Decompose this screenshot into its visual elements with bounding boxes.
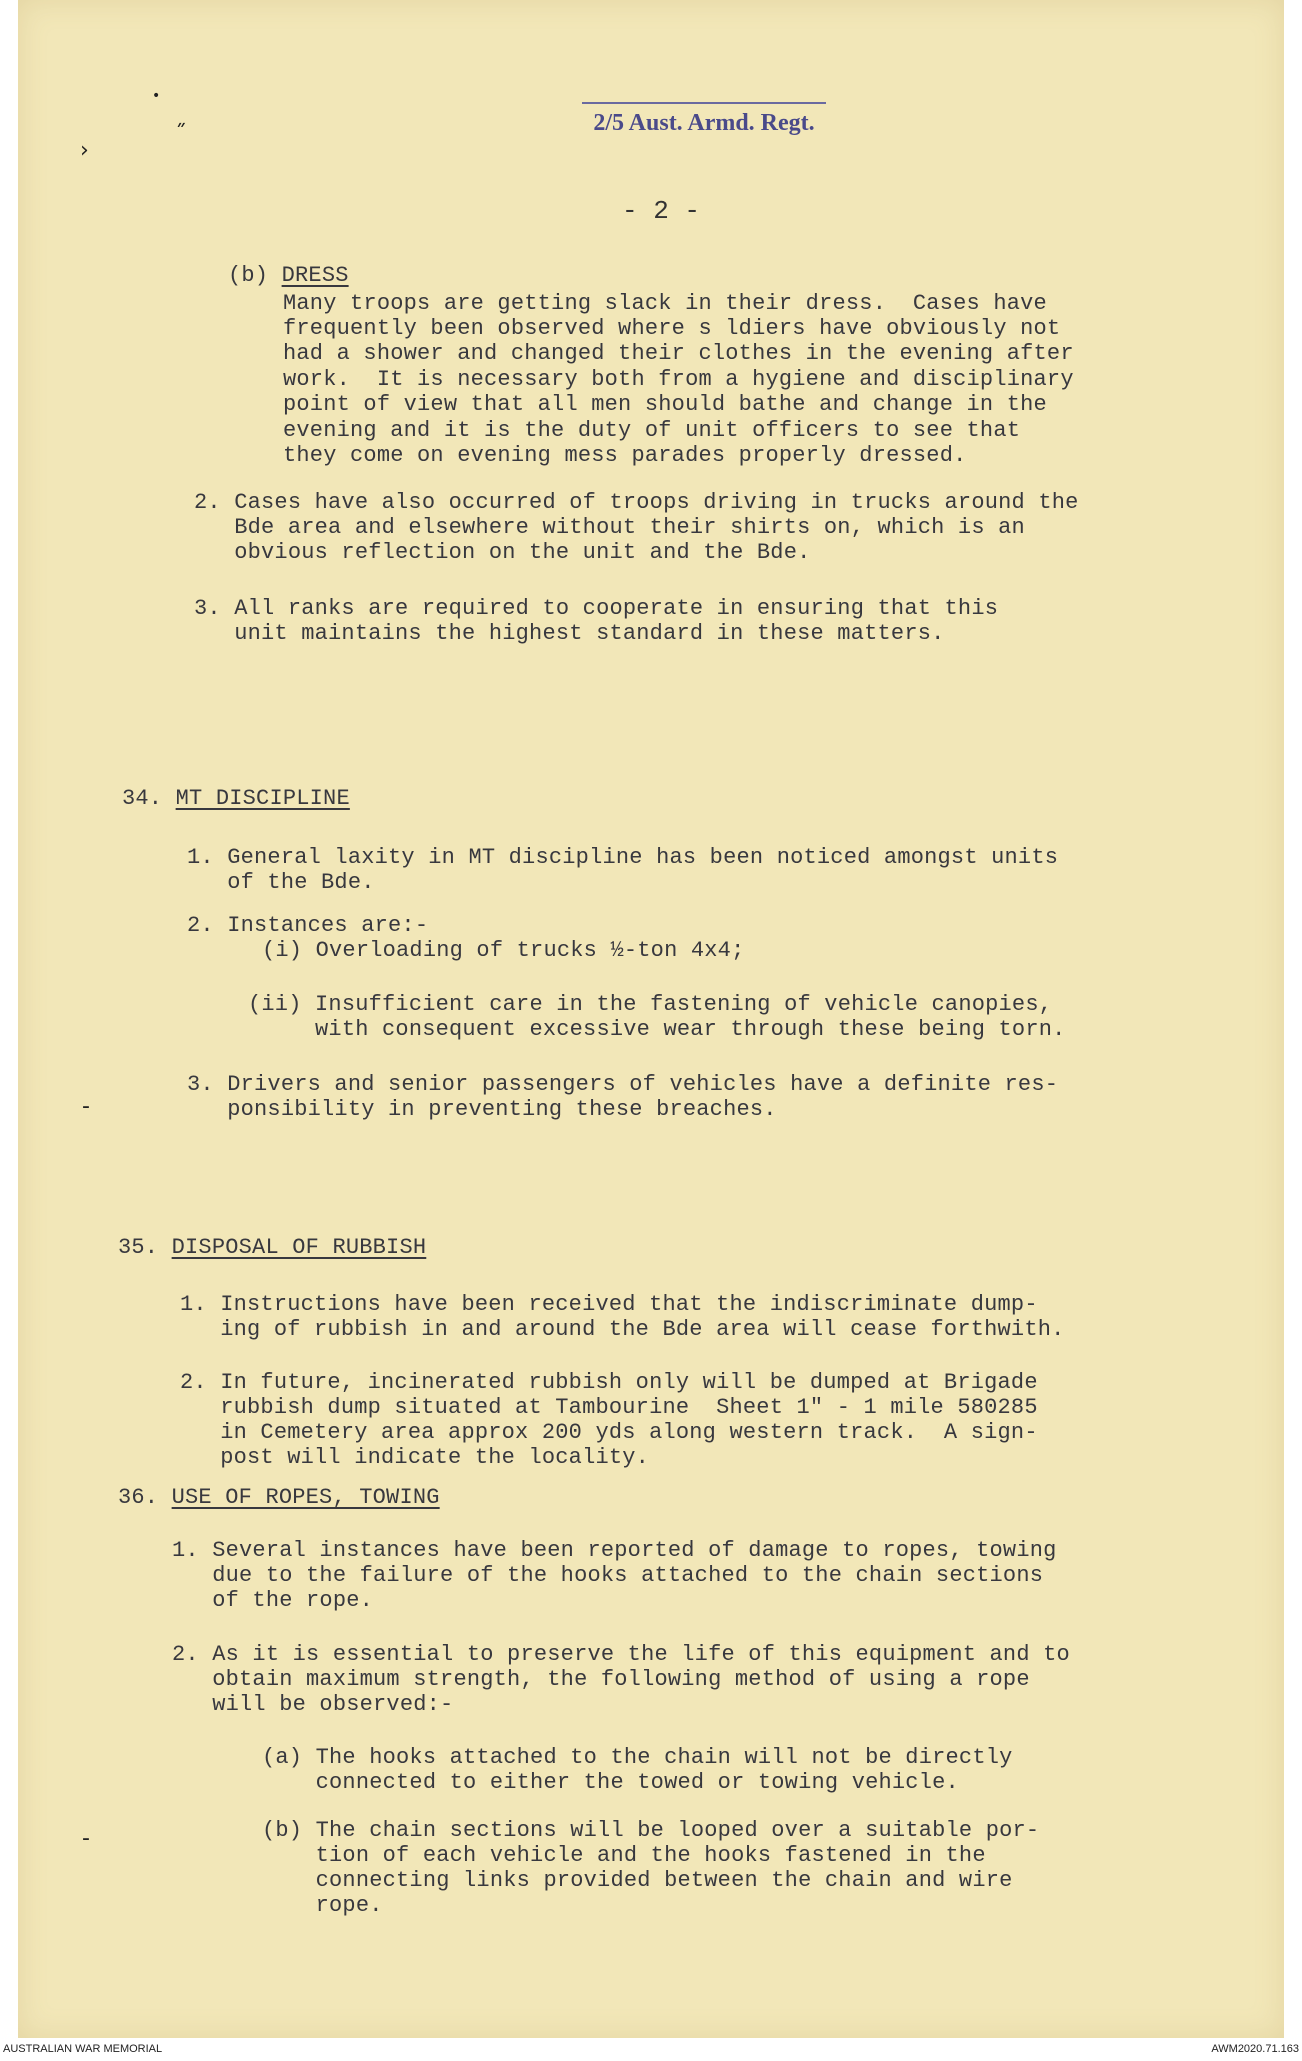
- dress-line-5: point of view that all men should bathe and change in the: [283, 392, 1047, 417]
- ropes-para-2-line-3: will be observed:-: [172, 1692, 454, 1717]
- ropes-para-2-line-1: 2. As it is essential to preserve the life of this equipment and to: [172, 1642, 1070, 1667]
- ink-mark: -: [82, 1094, 90, 1119]
- ropes-item-a-line-2: connected to either the towed or towing vehicle.: [262, 1770, 959, 1795]
- dress-line-7: they come on evening mess parades properly dressed.: [283, 443, 967, 468]
- ropes-item-b-line-3: connecting links provided between the chain and wire: [262, 1868, 1013, 1893]
- unit-stamp: 2/5 Aust. Armd. Regt.: [574, 110, 834, 137]
- mt-para-2: 2. Instances are:-: [187, 913, 429, 938]
- mt-para-3-line-1: 3. Drivers and senior passengers of vehicles have a definite res-: [187, 1072, 1059, 1097]
- rubbish-para-2-line-1: 2. In future, incinerated rubbish only will be dumped at Brigade: [180, 1370, 1038, 1395]
- dress-para-2-line-1: 2. Cases have also occurred of troops driving in trucks around the: [194, 490, 1079, 515]
- dress-line-2: frequently been observed where s ldiers have obviously not: [283, 316, 1061, 341]
- ropes-item-b-line-1: (b) The chain sections will be looped over a suitable por-: [262, 1818, 1040, 1843]
- dress-line-1: Many troops are getting slack in their dress. Cases have: [283, 291, 1047, 316]
- rubbish-para-1-line-2: ing of rubbish in and around the Bde area will cease forthwith.: [180, 1317, 1065, 1342]
- ink-mark: •: [152, 88, 161, 104]
- ropes-item-b-line-2: tion of each vehicle and the hooks fastened in the: [262, 1843, 986, 1868]
- dress-para-2-line-3: obvious reflection on the unit and the Bde.: [194, 540, 811, 565]
- mt-item-ii-line-2: with consequent excessive wear through these being torn.: [248, 1017, 1066, 1042]
- ropes-item-b-line-4: rope.: [262, 1893, 383, 1918]
- ropes-para-1-line-2: due to the failure of the hooks attached to the chain sections: [172, 1563, 1044, 1588]
- mt-item-ii-line-1: (ii) Insufficient care in the fastening of vehicle canopies,: [248, 992, 1053, 1017]
- rubbish-para-2-line-4: post will indicate the locality.: [180, 1445, 650, 1470]
- page-margin: [1284, 0, 1302, 2038]
- rubbish-para-2-line-3: in Cemetery area approx 200 yds along western track. A sign-: [180, 1420, 1038, 1445]
- footer-reference: AWM2020.71.163: [1211, 2043, 1299, 2055]
- mt-para-3-line-2: ponsibility in preventing these breaches.: [187, 1097, 777, 1122]
- rubbish-para-2-line-2: rubbish dump situated at Tambourine Sheet 1" - 1 mile 580285: [180, 1395, 1038, 1420]
- ink-mark: ›: [80, 138, 89, 163]
- ropes-para-1-line-1: 1. Several instances have been reported of damage to ropes, towing: [172, 1538, 1057, 1563]
- rubbish-heading: 35. DISPOSAL OF RUBBISH: [118, 1235, 427, 1260]
- ropes-para-2-line-2: obtain maximum strength, the following method of using a rope: [172, 1667, 1030, 1692]
- dress-line-3: had a shower and changed their clothes in the evening after: [283, 341, 1074, 366]
- ink-mark: ˝: [175, 122, 186, 147]
- mt-item-i: (i) Overloading of trucks ½-ton 4x4;: [262, 938, 745, 963]
- ropes-para-1-line-3: of the rope.: [172, 1588, 374, 1613]
- mt-para-1-line-1: 1. General laxity in MT discipline has been noticed amongst units: [187, 845, 1059, 870]
- page-number: - 2 -: [621, 196, 700, 226]
- dress-para-3-line-1: 3. All ranks are required to cooperate in ensuring that this: [194, 596, 999, 621]
- dress-line-6: evening and it is the duty of unit officers to see that: [283, 418, 1021, 443]
- ropes-item-a-line-1: (a) The hooks attached to the chain will not be directly: [262, 1745, 1013, 1770]
- dress-para-2-line-2: Bde area and elsewhere without their shirts on, which is an: [194, 515, 1025, 540]
- ropes-heading: 36. USE OF ROPES, TOWING: [118, 1485, 440, 1510]
- footer-credit: AUSTRALIAN WAR MEMORIAL: [3, 2043, 163, 2055]
- mt-para-1-line-2: of the Bde.: [187, 870, 375, 895]
- rubbish-para-1-line-1: 1. Instructions have been received that the indiscriminate dump-: [180, 1292, 1038, 1317]
- mt-heading: 34. MT DISCIPLINE: [122, 786, 350, 811]
- archive-footer: [0, 2038, 1302, 2061]
- dress-para-3-line-2: unit maintains the highest standard in these matters.: [194, 621, 945, 646]
- ink-mark: -: [82, 1826, 90, 1851]
- dress-heading: (b) DRESS: [228, 263, 349, 288]
- dress-line-4: work. It is necessary both from a hygiene and disciplinary: [283, 367, 1074, 392]
